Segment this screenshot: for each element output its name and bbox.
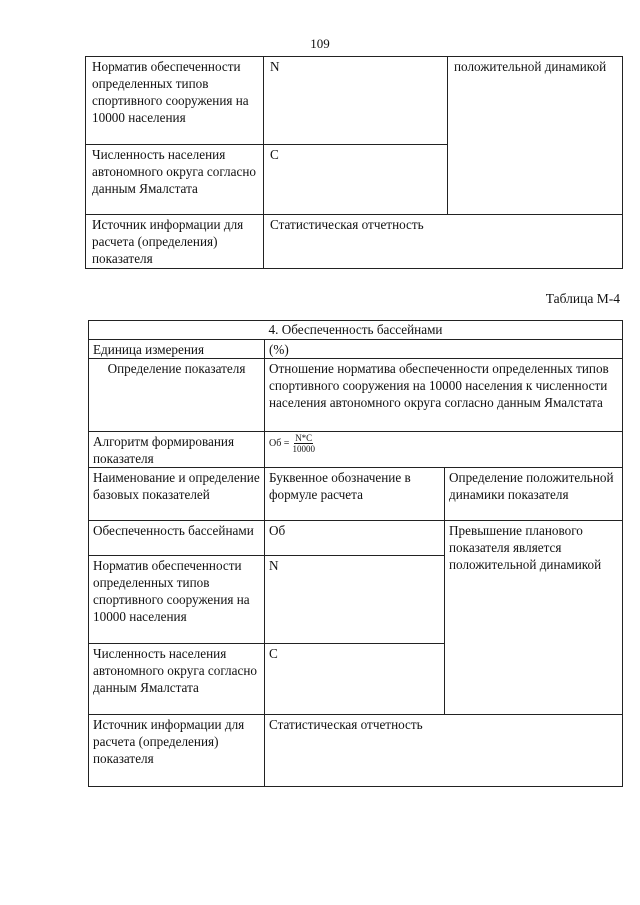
formula-cell [265, 432, 623, 468]
source-label: Источник информации для расчета (определения) показателя [86, 215, 264, 269]
table-title-row [89, 321, 623, 340]
header-col-name: Наименование и определение базовых показателей [89, 468, 265, 521]
table-row [89, 340, 623, 359]
positive-dynamics-cell: положительной динамикой [448, 57, 623, 215]
base-indicator-name: Обеспеченность бассейнами [89, 521, 265, 556]
formula-symbol: С [265, 644, 445, 715]
table-row [89, 715, 623, 787]
base-indicator-name: Численность населения автономного округа согласно данным Ямалстата [86, 145, 264, 215]
table-row [89, 521, 623, 556]
formula-symbol: Об [265, 521, 445, 556]
formula [269, 433, 316, 454]
definition-label: Определение показателя [89, 359, 265, 432]
formula-symbol: N [265, 556, 445, 644]
formula-symbol: С [264, 145, 448, 215]
table-row [86, 215, 623, 269]
definition-value: Отношение норматива обеспеченности определенных типов спортивного сооружения на 10000 населения к численности населения автономного округа согласно данным Ямалстата [265, 359, 623, 432]
page-number: 109 [310, 36, 330, 51]
source-label: Источник информации для расчета (определения) показателя [89, 715, 265, 787]
header-col-symbol: Буквенное обозначение в формуле расчета [265, 468, 445, 521]
formula-denominator: 10000 [292, 444, 315, 454]
table-row [89, 359, 623, 432]
unit-value: (%) [265, 340, 623, 359]
table-row [89, 432, 623, 468]
formula-symbol: N [264, 57, 448, 145]
header-col-dynamics: Определение положительной динамики показателя [445, 468, 623, 521]
source-value: Статистическая отчетность [265, 715, 623, 787]
table-continuation [85, 56, 623, 269]
unit-label: Единица измерения [89, 340, 265, 359]
table-row [86, 57, 623, 145]
formula-lhs: Об = [269, 438, 290, 449]
algorithm-label: Алгоритм формирования показателя [89, 432, 265, 468]
table-title: 4. Обеспеченность бассейнами [89, 321, 623, 340]
table-m4 [88, 320, 623, 787]
base-indicator-name: Норматив обеспеченности определенных типов спортивного сооружения на 10000 населения [89, 556, 265, 644]
base-indicator-name: Норматив обеспеченности определенных типов спортивного сооружения на 10000 населения [86, 57, 264, 145]
table-caption: Таблица М-4 [545, 291, 620, 306]
table-header-row [89, 468, 623, 521]
source-value: Статистическая отчетность [264, 215, 623, 269]
base-indicator-name: Численность населения автономного округа согласно данным Ямалстата [89, 644, 265, 715]
formula-fraction [291, 433, 316, 454]
formula-numerator: N*C [295, 433, 313, 443]
positive-dynamics-cell: Превышение планового показателя является положительной динамикой [445, 521, 623, 715]
